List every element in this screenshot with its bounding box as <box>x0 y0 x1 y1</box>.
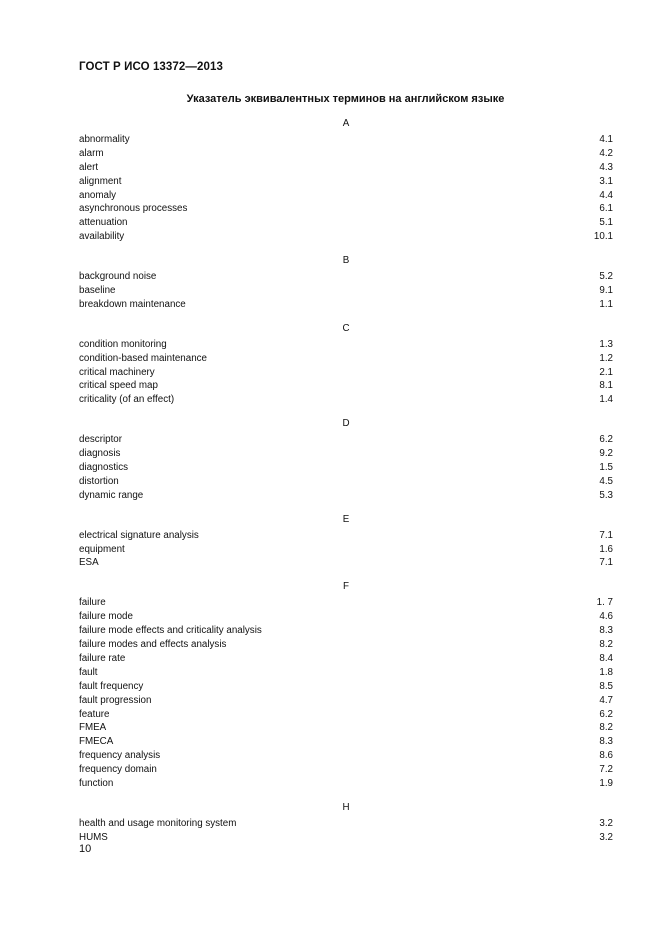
section-letter: F <box>343 581 349 593</box>
index-entry <box>79 694 613 708</box>
entry-term: alignment <box>79 175 122 187</box>
entry-term: descriptor <box>79 434 123 446</box>
index-entry <box>79 610 613 624</box>
entry-term: ESA <box>79 557 99 569</box>
entry-ref: 6.1 <box>599 203 613 215</box>
entry-ref: 10.1 <box>593 231 613 243</box>
index-entry <box>79 433 613 447</box>
entry-ref: 6.2 <box>599 708 613 720</box>
entry-ref: 1.5 <box>599 462 613 474</box>
page-title: Указатель эквивалентных терминов на английском языке <box>186 93 505 105</box>
entry-term: critical machinery <box>79 366 155 378</box>
page-number: 10 <box>79 843 92 855</box>
index-entry <box>79 202 613 216</box>
entry-ref: 1.3 <box>599 338 613 350</box>
index-entry <box>79 216 613 230</box>
index-entry <box>79 298 613 312</box>
entry-ref: 8.3 <box>599 736 613 748</box>
entry-term: critical speed map <box>79 380 158 392</box>
entry-term: frequency analysis <box>79 750 161 762</box>
index-entry <box>79 666 613 680</box>
entry-term: failure mode <box>79 611 133 623</box>
section-gap <box>79 407 613 417</box>
index-entry <box>79 133 613 147</box>
section-gap <box>79 570 613 580</box>
entry-ref: 5.1 <box>599 217 613 229</box>
entry-ref: 2.1 <box>599 366 613 378</box>
index-entry <box>79 461 613 475</box>
index-entry <box>79 447 613 461</box>
entry-term: failure rate <box>79 652 126 664</box>
entry-term: equipment <box>79 543 125 555</box>
section-letter: D <box>342 418 350 430</box>
entry-ref: 4.2 <box>599 147 613 159</box>
index-entry <box>79 638 613 652</box>
entry-term: health and usage monitoring system <box>79 817 237 829</box>
entry-term: fault <box>79 666 98 678</box>
entry-ref: 3.1 <box>599 175 613 187</box>
index-entry <box>79 475 613 489</box>
entry-term: function <box>79 777 114 789</box>
index-entry <box>79 529 613 543</box>
index-section-d <box>79 417 613 502</box>
index-entry <box>79 596 613 610</box>
entry-ref: 1.8 <box>599 666 613 678</box>
entry-ref: 1. 7 <box>596 597 613 609</box>
index-entry <box>79 147 613 161</box>
entry-term: HUMS <box>79 831 108 843</box>
entry-term: background noise <box>79 271 157 283</box>
entry-ref: 5.2 <box>599 271 613 283</box>
index-section-b <box>79 254 613 312</box>
entry-term: FMEA <box>79 722 107 734</box>
entry-term: asynchronous processes <box>79 203 188 215</box>
section-gap <box>79 244 613 254</box>
entry-term: failure mode effects and criticality analysis <box>79 625 262 637</box>
section-gap <box>79 503 613 513</box>
entry-ref: 8.2 <box>599 639 613 651</box>
entry-ref: 4.4 <box>599 189 613 201</box>
entry-ref: 7.1 <box>599 557 613 569</box>
entry-term: availability <box>79 231 125 243</box>
entry-term: breakdown maintenance <box>79 298 186 310</box>
entry-ref: 4.1 <box>599 134 613 145</box>
section-letter: A <box>342 118 350 129</box>
section-letter: E <box>342 513 350 525</box>
section-letter: C <box>342 322 350 334</box>
entry-term: electrical signature analysis <box>79 529 199 541</box>
index-entry <box>79 175 613 189</box>
index-entry <box>79 735 613 749</box>
index-entry <box>79 366 613 380</box>
entry-ref: 9.1 <box>599 285 613 297</box>
entry-ref: 8.2 <box>599 722 613 734</box>
entry-term: fault progression <box>79 694 152 706</box>
entry-term: abnormality <box>79 134 130 145</box>
index-entry <box>79 763 613 777</box>
entry-ref: 7.1 <box>599 529 613 541</box>
section-letter: H <box>342 801 350 813</box>
index-entry <box>79 817 613 831</box>
entry-term: fault frequency <box>79 680 144 692</box>
index-entry <box>79 352 613 366</box>
section-gap <box>79 791 613 801</box>
entry-ref: 8.5 <box>599 680 613 692</box>
entry-ref: 4.3 <box>599 161 613 173</box>
index-entry <box>79 708 613 722</box>
term-index <box>79 117 613 845</box>
entry-term: criticality (of an effect) <box>79 394 175 406</box>
entry-ref: 4.5 <box>599 475 613 487</box>
entry-ref: 3.2 <box>599 831 613 843</box>
index-entry <box>79 230 613 244</box>
entry-ref: 5.3 <box>599 489 613 501</box>
entry-term: condition-based maintenance <box>79 352 207 364</box>
index-entry <box>79 777 613 791</box>
index-entry <box>79 489 613 503</box>
entry-ref: 8.4 <box>599 652 613 664</box>
entry-ref: 8.1 <box>599 380 613 392</box>
index-entry <box>79 338 613 352</box>
index-entry <box>79 393 613 407</box>
entry-ref: 4.7 <box>599 694 613 706</box>
section-letter: B <box>342 255 350 267</box>
index-entry <box>79 189 613 203</box>
index-entry <box>79 680 613 694</box>
entry-term: FMECA <box>79 736 114 748</box>
index-entry <box>79 749 613 763</box>
entry-term: anomaly <box>79 189 117 201</box>
index-section-a <box>79 117 613 244</box>
entry-ref: 7.2 <box>599 764 613 776</box>
entry-term: feature <box>79 708 110 720</box>
index-section-c <box>79 322 613 407</box>
entry-term: alert <box>79 161 99 173</box>
index-entry <box>79 831 613 845</box>
entry-term: frequency domain <box>79 764 157 776</box>
entry-ref: 8.3 <box>599 625 613 637</box>
index-entry <box>79 270 613 284</box>
entry-ref: 3.2 <box>599 817 613 829</box>
index-section-e <box>79 513 613 571</box>
entry-term: dynamic range <box>79 489 144 501</box>
index-section-h <box>79 801 613 845</box>
entry-term: diagnostics <box>79 462 129 474</box>
entry-ref: 1.1 <box>599 298 613 310</box>
entry-ref: 1.4 <box>599 394 613 406</box>
index-entry <box>79 624 613 638</box>
index-entry <box>79 556 613 570</box>
index-entry <box>79 652 613 666</box>
entry-ref: 6.2 <box>599 434 613 446</box>
index-entry <box>79 379 613 393</box>
entry-term: diagnosis <box>79 448 121 460</box>
entry-ref: 1.2 <box>599 352 613 364</box>
index-entry <box>79 284 613 298</box>
entry-ref: 1.6 <box>599 543 613 555</box>
index-section-f <box>79 580 613 790</box>
entry-term: baseline <box>79 285 116 297</box>
entry-term: failure <box>79 597 106 609</box>
entry-ref: 4.6 <box>599 611 613 623</box>
entry-term: condition monitoring <box>79 338 167 350</box>
index-entry <box>79 543 613 557</box>
entry-term: alarm <box>79 147 104 159</box>
entry-ref: 1.9 <box>599 777 613 789</box>
index-entry <box>79 721 613 735</box>
document-header: ГОСТ Р ИСО 13372—2013 <box>79 61 224 73</box>
entry-term: attenuation <box>79 217 128 229</box>
entry-term: distortion <box>79 475 119 487</box>
entry-term: failure modes and effects analysis <box>79 639 227 651</box>
entry-ref: 8.6 <box>599 750 613 762</box>
index-entry <box>79 161 613 175</box>
section-gap <box>79 312 613 322</box>
entry-ref: 9.2 <box>599 448 613 460</box>
